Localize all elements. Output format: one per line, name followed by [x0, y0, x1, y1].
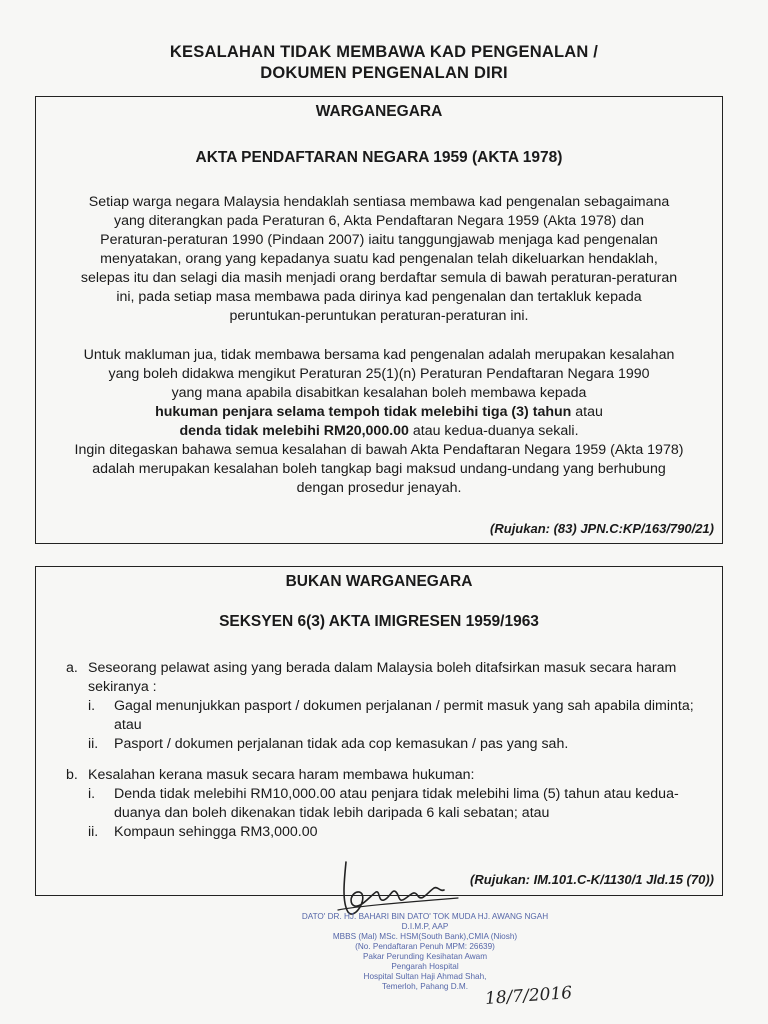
citizen-act-title: AKTA PENDAFTARAN NEGARA 1959 (AKTA 1978)	[195, 149, 563, 166]
penalty-line-2	[44, 422, 714, 441]
sub-marker: ii.	[88, 736, 99, 752]
noncitizen-list	[66, 659, 706, 842]
sub-item-text: Gagal menunjukkan pasport / dokumen perjalanan / permit masuk yang sah apabila diminta; atau	[114, 698, 694, 733]
citizen-paragraph-2	[44, 346, 714, 498]
penalty-line-1	[44, 403, 714, 422]
list-marker: b.	[66, 767, 78, 783]
sub-item	[66, 785, 706, 823]
stamp-line: MBBS (Mal) MSc. HSM(South Bank),CMIA (Niosh)	[332, 932, 518, 941]
sub-item	[66, 823, 706, 842]
handwritten-date: 18/7/2016	[484, 982, 573, 1010]
para1-line: ini, pada setiap masa membawa pada dirinya kad pengenalan dan tertakluk kepada	[116, 289, 642, 305]
sub-marker: ii.	[88, 824, 99, 840]
official-stamp	[280, 912, 570, 992]
sub-item-text: Denda tidak melebihi RM10,000.00 atau penjara tidak melebihi lima (5) tahun atau kedua-duanya dan boleh dikenakan tidak lebih daripada 6 kali sebatan; atau	[114, 786, 679, 821]
para3-line: Ingin ditegaskan bahawa semua kesalahan di bawah Akta Pendaftaran Negara 1959 (Akta 1978)	[74, 442, 684, 458]
para2-line: yang boleh didakwa mengikut Peraturan 25(1)(n) Peraturan Pendaftaran Negara 1990	[108, 366, 650, 382]
sub-marker: i.	[88, 786, 96, 802]
sub-marker: i.	[88, 698, 96, 714]
para1-line: Peraturan-peraturan 1990 (Pindaan 2007) iaitu tanggungjawab menjaga kad pengenalan	[100, 232, 658, 248]
citizen-paragraph-1	[44, 193, 714, 326]
para3-line: adalah merupakan kesalahan boleh tangkap bagi maksud undang-undang yang berhubung	[92, 461, 666, 477]
penalty-both: atau kedua-duanya sekali.	[408, 423, 579, 439]
para1-line: menyatakan, orang yang kepadanya suatu kad pengenalan telah dikeluarkan hendaklah,	[100, 251, 658, 267]
para1-line: peruntukan-peruntukan peraturan-peraturan ini.	[229, 308, 529, 324]
title-line-1: KESALAHAN TIDAK MEMBAWA KAD PENGENALAN /	[169, 43, 599, 61]
stamp-line: Pakar Perunding Kesihatan Awam	[362, 952, 488, 961]
citizen-section	[35, 96, 723, 544]
stamp-line: Pengarah Hospital	[391, 962, 459, 971]
para1-line: selepas itu dan selagi dia masih menjadi orang berdaftar semula di bawah peraturan-peraturan	[80, 270, 678, 286]
citizen-reference: (Rujukan: (83) JPN.C:KP/163/790/21)	[490, 521, 714, 536]
sub-item	[66, 735, 706, 754]
list-marker: a.	[66, 660, 78, 676]
stamp-line: D.I.M.P, AAP	[401, 922, 449, 931]
noncitizen-section	[35, 566, 723, 896]
para3-line: dengan prosedur jenayah.	[296, 480, 462, 496]
para1-line: yang diterangkan pada Peraturan 6, Akta Pendaftaran Negara 1959 (Akta 1978) dan	[113, 213, 645, 229]
document-title	[0, 42, 768, 84]
penalty-prison: hukuman penjara selama tempoh tidak melebihi tiga (3) tahun	[155, 404, 572, 420]
citizen-heading: WARGANEGARA	[315, 103, 443, 120]
penalty-fine: denda tidak melebihi RM20,000.00	[179, 423, 409, 439]
list-item-a	[66, 659, 706, 697]
para2-line: yang mana apabila disabitkan kesalahan boleh membawa kepada	[171, 385, 587, 401]
title-line-2: DOKUMEN PENGENALAN DIRI	[260, 64, 508, 82]
noncitizen-act-title: SEKSYEN 6(3) AKTA IMIGRESEN 1959/1963	[219, 613, 539, 630]
stamp-line: Temerloh, Pahang D.M.	[381, 982, 468, 991]
list-item-text: Kesalahan kerana masuk secara haram membawa hukuman:	[88, 767, 475, 783]
sub-item-text: Pasport / dokumen perjalanan tidak ada cop kemasukan / pas yang sah.	[114, 736, 569, 752]
stamp-line: DATO' DR. HJ. BAHARI BIN DATO' TOK MUDA HJ. AWANG NGAH	[301, 912, 549, 921]
sub-item	[66, 697, 706, 735]
para1-line: Setiap warga negara Malaysia hendaklah sentiasa membawa kad pengenalan sebagaimana	[88, 194, 670, 210]
penalty-connector: atau	[571, 404, 603, 420]
para2-line: Untuk makluman jua, tidak membawa bersama kad pengenalan adalah merupakan kesalahan	[83, 347, 675, 363]
stamp-line: (No. Pendaftaran Penuh MPM: 26639)	[355, 942, 495, 951]
sub-item-text: Kompaun sehingga RM3,000.00	[114, 824, 318, 840]
noncitizen-heading: BUKAN WARGANEGARA	[285, 573, 473, 590]
noncitizen-reference: (Rujukan: IM.101.C-K/1130/1 Jld.15 (70))	[470, 872, 714, 887]
list-item-b	[66, 766, 706, 785]
list-item-text: Seseorang pelawat asing yang berada dalam Malaysia boleh ditafsirkan masuk secara haram sekiranya :	[88, 660, 677, 695]
stamp-line: Hospital Sultan Haji Ahmad Shah,	[363, 972, 487, 981]
